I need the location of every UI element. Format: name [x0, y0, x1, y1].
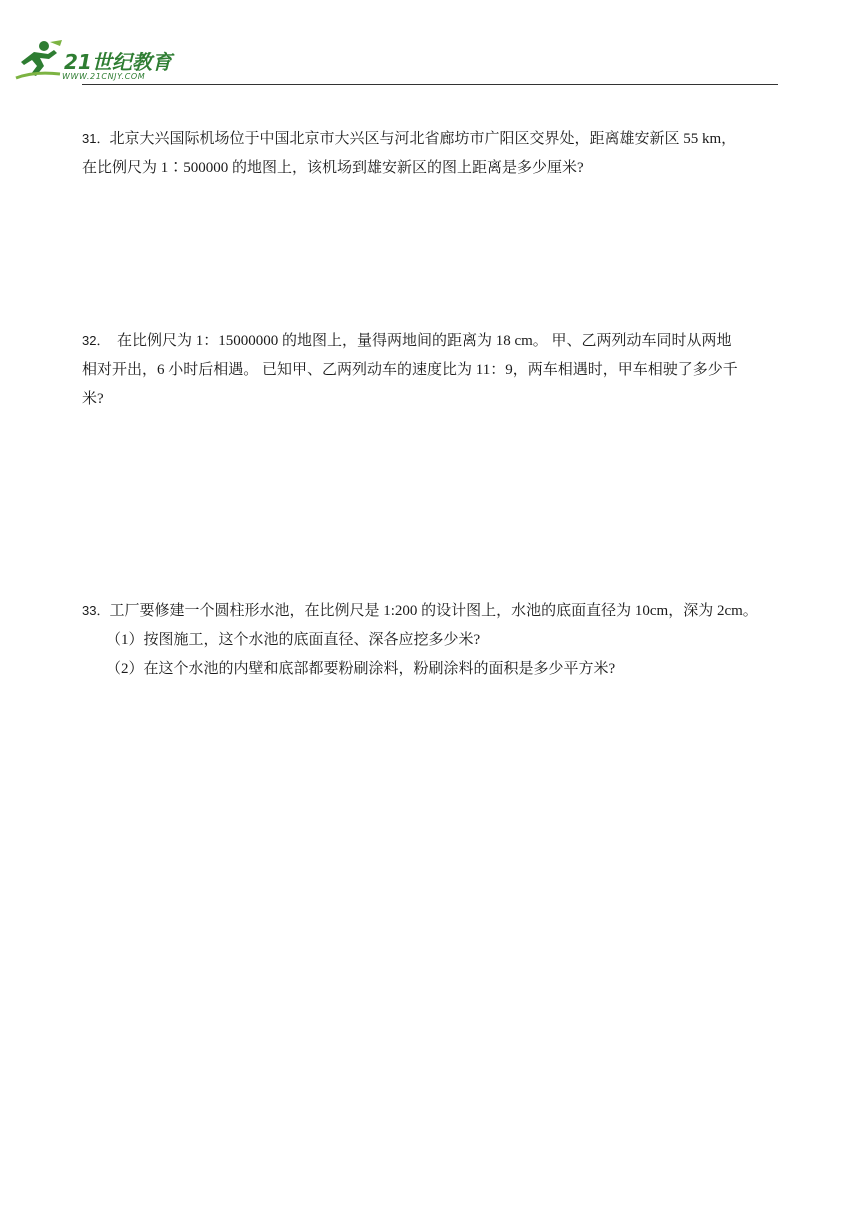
question-33-subitem-2: （2）在这个水池的内壁和底部都要粉刷涂料，粉刷涂料的面积是多少平方米?	[106, 661, 616, 677]
logo	[14, 38, 184, 84]
question-31-line-2: 在比例尺为 1∶500000 的地图上，该机场到雄安新区的图上距离是多少厘米?	[82, 160, 584, 176]
question-text: 工厂要修建一个圆柱形水池，在比例尺是 1:200 的设计图上，水池的底面直径为 10cm，深为 2cm。	[109, 603, 758, 619]
question-32-line-3: 米?	[82, 391, 104, 407]
question-31	[82, 124, 782, 183]
question-31-line-1	[82, 124, 782, 154]
question-number: 32．	[82, 333, 110, 348]
logo-text: 21世纪教育	[64, 50, 172, 74]
header-divider	[82, 84, 778, 85]
runner-logo-icon	[14, 38, 64, 82]
logo-url: WWW.21CNJY.COM	[62, 72, 146, 81]
question-32-line-2: 相对开出，6 小时后相遇。 已知甲、乙两列动车的速度比为 11：9，两车相遇时，甲车相驶了多少千	[82, 362, 738, 378]
question-text: 北京大兴国际机场位于中国北京市大兴区与河北省廊坊市广阳区交界处，距离雄安新区 55 km，	[109, 131, 737, 147]
question-32-line-1	[82, 326, 782, 356]
question-number: 33．	[82, 603, 110, 618]
question-32	[82, 326, 782, 414]
question-text: 在比例尺为 1：15000000 的地图上，量得两地间的距离为 18 cm。 甲、乙两列动车同时从两地	[116, 333, 732, 349]
question-33-subitem-1: （1）按图施工，这个水池的底面直径、深各应挖多少米?	[106, 632, 481, 648]
question-number: 31．	[82, 131, 110, 146]
question-33-line-1	[82, 596, 782, 626]
page-header	[0, 0, 860, 90]
question-33	[82, 596, 782, 684]
